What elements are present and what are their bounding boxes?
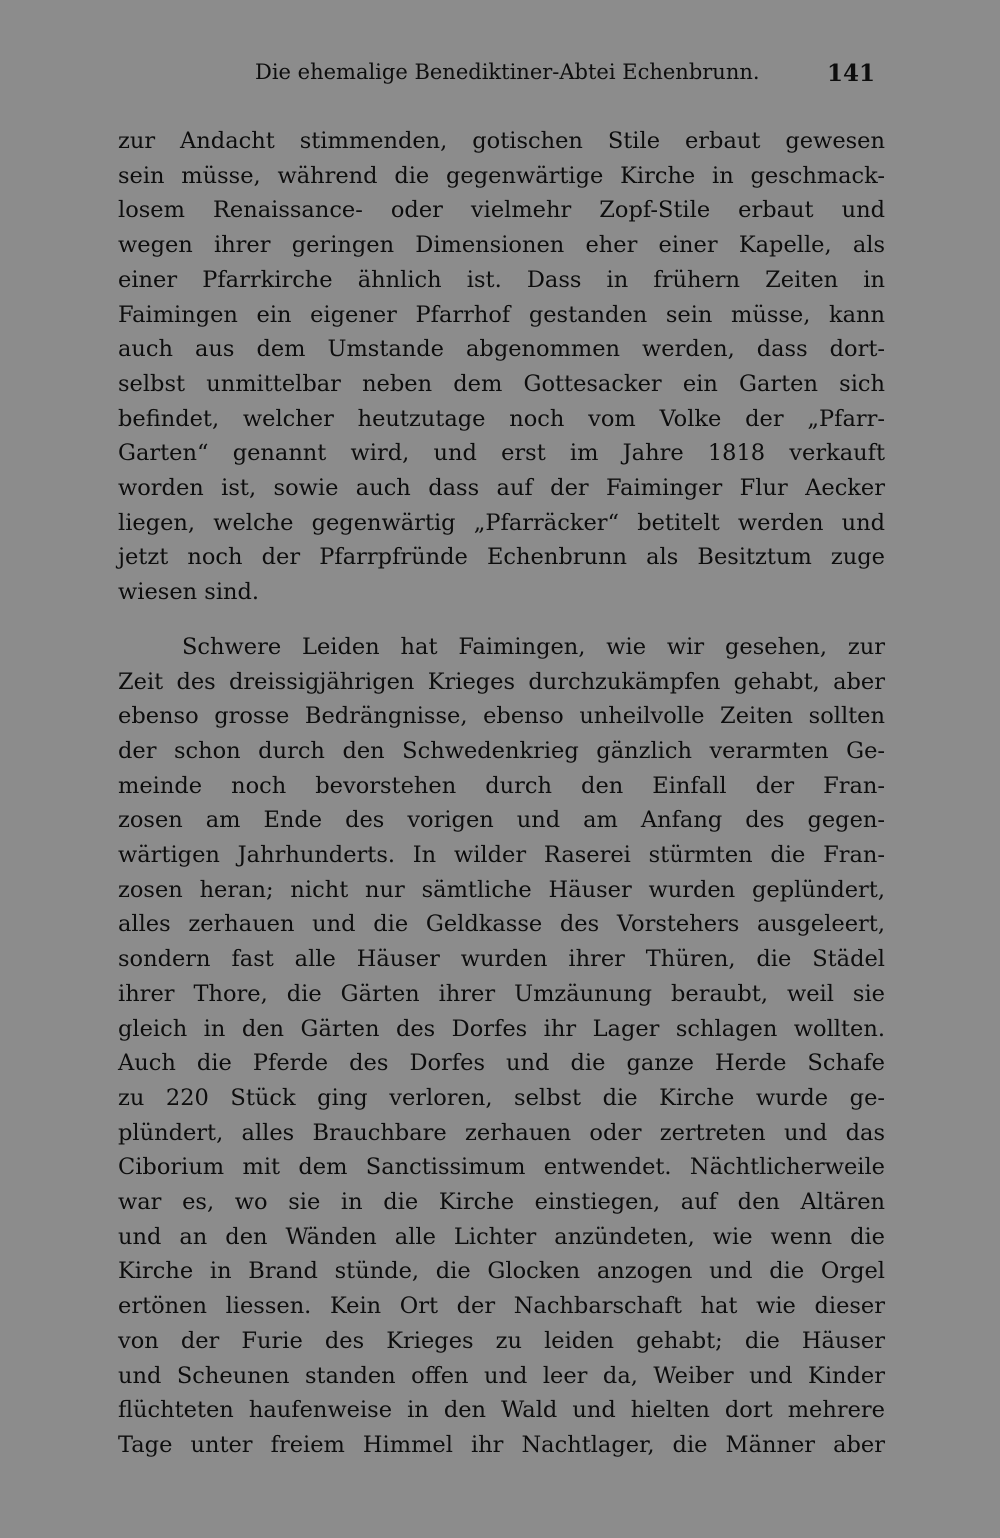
text-line: und Scheunen standen offen und leer da, Weiber und Kinder xyxy=(118,1362,885,1389)
page-number: 141 xyxy=(826,60,875,87)
text-line: sein müsse, während die gegenwärtige Kirche in geschmack- xyxy=(118,162,885,189)
text-line: der schon durch den Schwedenkrieg gänzlich verarmten Ge- xyxy=(118,737,885,764)
text-line: auch aus dem Umstande abgenommen werden, dass dort- xyxy=(118,336,885,363)
running-title: Die ehemalige Benediktiner-Abtei Echenbrunn. xyxy=(255,60,760,84)
text-line: von der Furie des Krieges zu leiden gehabt; die Häuser xyxy=(118,1327,885,1354)
text-line: Zeit des dreissigjährigen Krieges durchzukämpfen gehabt, aber xyxy=(118,668,885,695)
text-line: war es, wo sie in die Kirche einstiegen, auf den Altären xyxy=(118,1189,885,1215)
text-line: wiesen sind. xyxy=(118,579,260,606)
text-line: zur Andacht stimmenden, gotischen Stile erbaut gewesen xyxy=(118,128,885,154)
text-line: alles zerhauen und die Geldkasse des Vorstehers ausgeleert, xyxy=(118,911,885,938)
text-line: gleich in den Gärten des Dorfes ihr Lager schlagen wollten. xyxy=(118,1015,885,1042)
text-line: jetzt noch der Pfarrpfründe Echenbrunn als Besitztum zuge xyxy=(118,544,885,571)
text-line: worden ist, sowie auch dass auf der Faiminger Flur Aecker xyxy=(118,475,885,501)
text-line: plündert, alles Brauchbare zerhauen oder zertreten und das xyxy=(118,1119,885,1146)
text-line: flüchteten haufenweise in den Wald und hielten dort mehrere xyxy=(118,1397,885,1424)
text-line: Auch die Pferde des Dorfes und die ganze Herde Schafe xyxy=(118,1050,885,1077)
text-line: Ciborium mit dem Sanctissimum entwendet. Nächtlicherweile xyxy=(118,1154,885,1181)
text-line: einer Pfarrkirche ähnlich ist. Dass in frühern Zeiten in xyxy=(118,266,885,293)
text-line: zu 220 Stück ging verloren, selbst die Kirche wurde ge- xyxy=(118,1084,885,1111)
text-line: meinde noch bevorstehen durch den Einfall der Fran- xyxy=(118,772,885,799)
text-line: selbst unmittelbar neben dem Gottesacker ein Garten sich xyxy=(118,370,885,397)
text-line: ertönen liessen. Kein Ort der Nachbarschaft hat wie dieser xyxy=(118,1293,885,1320)
text-line: ihrer Thore, die Gärten ihrer Umzäunung beraubt, weil sie xyxy=(118,980,885,1007)
text-line: zosen am Ende des vorigen und am Anfang des gegen- xyxy=(118,807,885,834)
text-line: liegen, welche gegenwärtig „Pfarräcker“ betitelt werden und xyxy=(118,509,885,536)
text-line: Faimingen ein eigener Pfarrhof gestanden sein müsse, kann xyxy=(118,301,885,328)
running-header xyxy=(255,60,875,96)
text-line: Schwere Leiden hat Faimingen, wie wir gesehen, zur xyxy=(182,633,885,660)
text-line: sondern fast alle Häuser wurden ihrer Thüren, die Städel xyxy=(118,946,885,973)
text-line: befindet, welcher heutzutage noch vom Volke der „Pfarr- xyxy=(118,405,885,432)
text-line: Garten“ genannt wird, und erst im Jahre 1818 verkauft xyxy=(118,440,885,467)
text-line: ebenso grosse Bedrängnisse, ebenso unheilvolle Zeiten sollten xyxy=(118,703,885,730)
text-line: zosen heran; nicht nur sämtliche Häuser wurden geplündert, xyxy=(118,876,885,903)
text-line: wegen ihrer geringen Dimensionen eher einer Kapelle, als xyxy=(118,232,885,259)
text-line: und an den Wänden alle Lichter anzündeten, wie wenn die xyxy=(118,1223,885,1250)
text-line: losem Renaissance- oder vielmehr Zopf-Stile erbaut und xyxy=(118,197,885,224)
text-line: Tage unter freiem Himmel ihr Nachtlager, die Männer aber xyxy=(118,1431,885,1458)
text-line: wärtigen Jahrhunderts. In wilder Raserei stürmten die Fran- xyxy=(118,842,885,868)
text-line: Kirche in Brand stünde, die Glocken anzogen und die Orgel xyxy=(118,1258,885,1285)
